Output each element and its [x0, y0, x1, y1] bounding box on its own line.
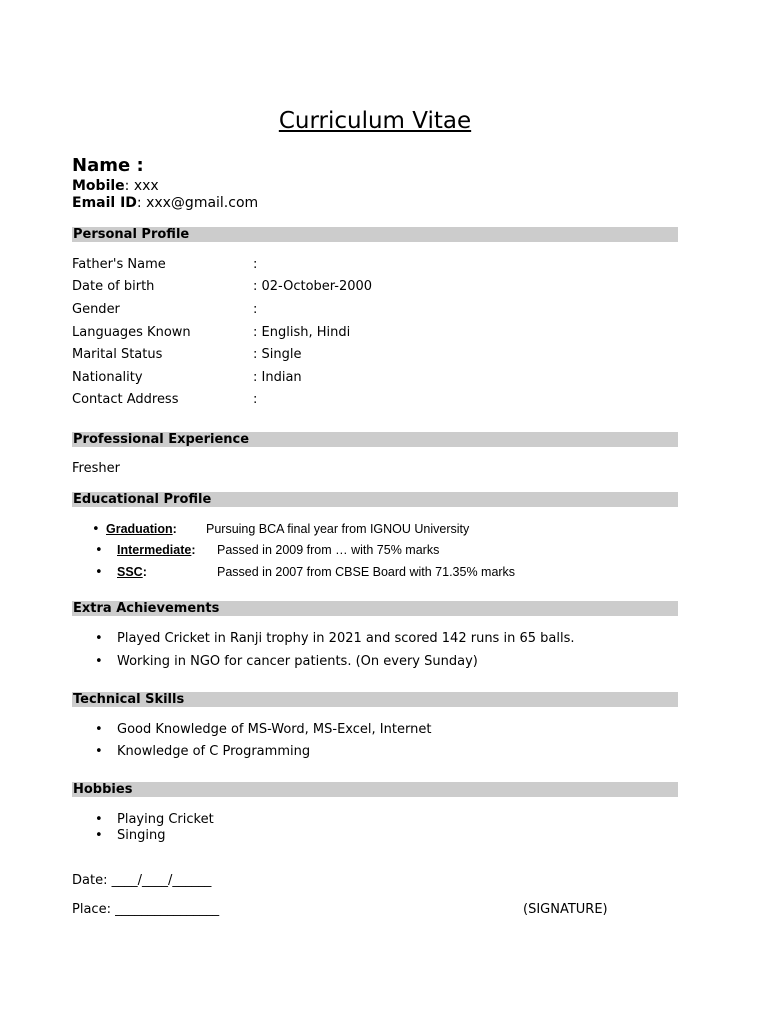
- profile-label: Marital Status: [72, 347, 163, 362]
- section-heading-hobbies: Hobbies: [72, 782, 678, 797]
- date-line: Date: ____/____/______: [72, 873, 212, 888]
- list-item: Played Cricket in Ranji trophy in 2021 and scored 142 runs in 65 balls.: [117, 631, 575, 646]
- email-value: : xxx@gmail.com: [136, 195, 259, 211]
- profile-label: Father's Name: [72, 257, 166, 272]
- page-title: Curriculum Vitae: [278, 108, 472, 134]
- bullet-icon: •: [95, 631, 103, 646]
- profile-label: Nationality: [72, 370, 143, 385]
- education-label: Intermediate: [117, 543, 192, 557]
- list-item: Singing: [117, 828, 166, 843]
- education-detail: Passed in 2007 from CBSE Board with 71.35% marks: [217, 565, 516, 579]
- section-heading-extra-achievements: Extra Achievements: [72, 601, 678, 616]
- profile-value: :: [253, 392, 258, 407]
- list-item: Good Knowledge of MS-Word, MS-Excel, Internet: [117, 722, 432, 737]
- education-colon: :: [172, 522, 177, 536]
- section-heading-professional-experience: Professional Experience: [72, 432, 678, 447]
- education-item-graduation: [106, 521, 177, 537]
- bullet-icon: •: [95, 543, 103, 558]
- bullet-icon: •: [95, 722, 103, 737]
- profile-label: Gender: [72, 302, 120, 317]
- list-item: Playing Cricket: [117, 812, 214, 827]
- email-label: Email ID: [72, 195, 137, 211]
- education-colon: :: [191, 543, 196, 557]
- education-item-ssc: [117, 564, 147, 580]
- profile-value: :: [253, 302, 258, 317]
- profile-value: : Indian: [253, 370, 302, 385]
- bullet-icon: •: [95, 565, 103, 580]
- education-colon: :: [142, 565, 147, 579]
- bullet-icon: •: [95, 654, 103, 669]
- email-line: [72, 195, 258, 212]
- profile-value: : English, Hindi: [253, 325, 351, 340]
- mobile-value: : xxx: [124, 178, 159, 194]
- list-item: Knowledge of C Programming: [117, 744, 311, 759]
- name-label: Name :: [72, 155, 144, 176]
- profile-label: Date of birth: [72, 279, 155, 294]
- profile-value: : Single: [253, 347, 302, 362]
- mobile-label: Mobile: [72, 178, 125, 194]
- section-heading-personal-profile: Personal Profile: [72, 227, 678, 242]
- education-detail: Passed in 2009 from … with 75% marks: [217, 543, 440, 557]
- education-item-intermediate: [117, 542, 196, 558]
- bullet-icon: •: [92, 522, 100, 537]
- profile-label: Languages Known: [72, 325, 191, 340]
- profile-value: : 02-October-2000: [253, 279, 373, 294]
- bullet-icon: •: [95, 828, 103, 843]
- section-heading-educational-profile: Educational Profile: [72, 492, 678, 507]
- bullet-icon: •: [95, 812, 103, 827]
- signature-label: (SIGNATURE): [523, 902, 608, 917]
- list-item: Working in NGO for cancer patients. (On every Sunday): [117, 654, 478, 669]
- section-heading-technical-skills: Technical Skills: [72, 692, 678, 707]
- education-detail: Pursuing BCA final year from IGNOU University: [206, 522, 470, 536]
- experience-text: Fresher: [72, 461, 120, 476]
- mobile-line: [72, 178, 159, 195]
- education-label: SSC: [117, 565, 143, 579]
- profile-label: Contact Address: [72, 392, 179, 407]
- bullet-icon: •: [95, 744, 103, 759]
- profile-value: :: [253, 257, 258, 272]
- education-label: Graduation: [106, 522, 173, 536]
- place-line: Place: ________________: [72, 902, 220, 917]
